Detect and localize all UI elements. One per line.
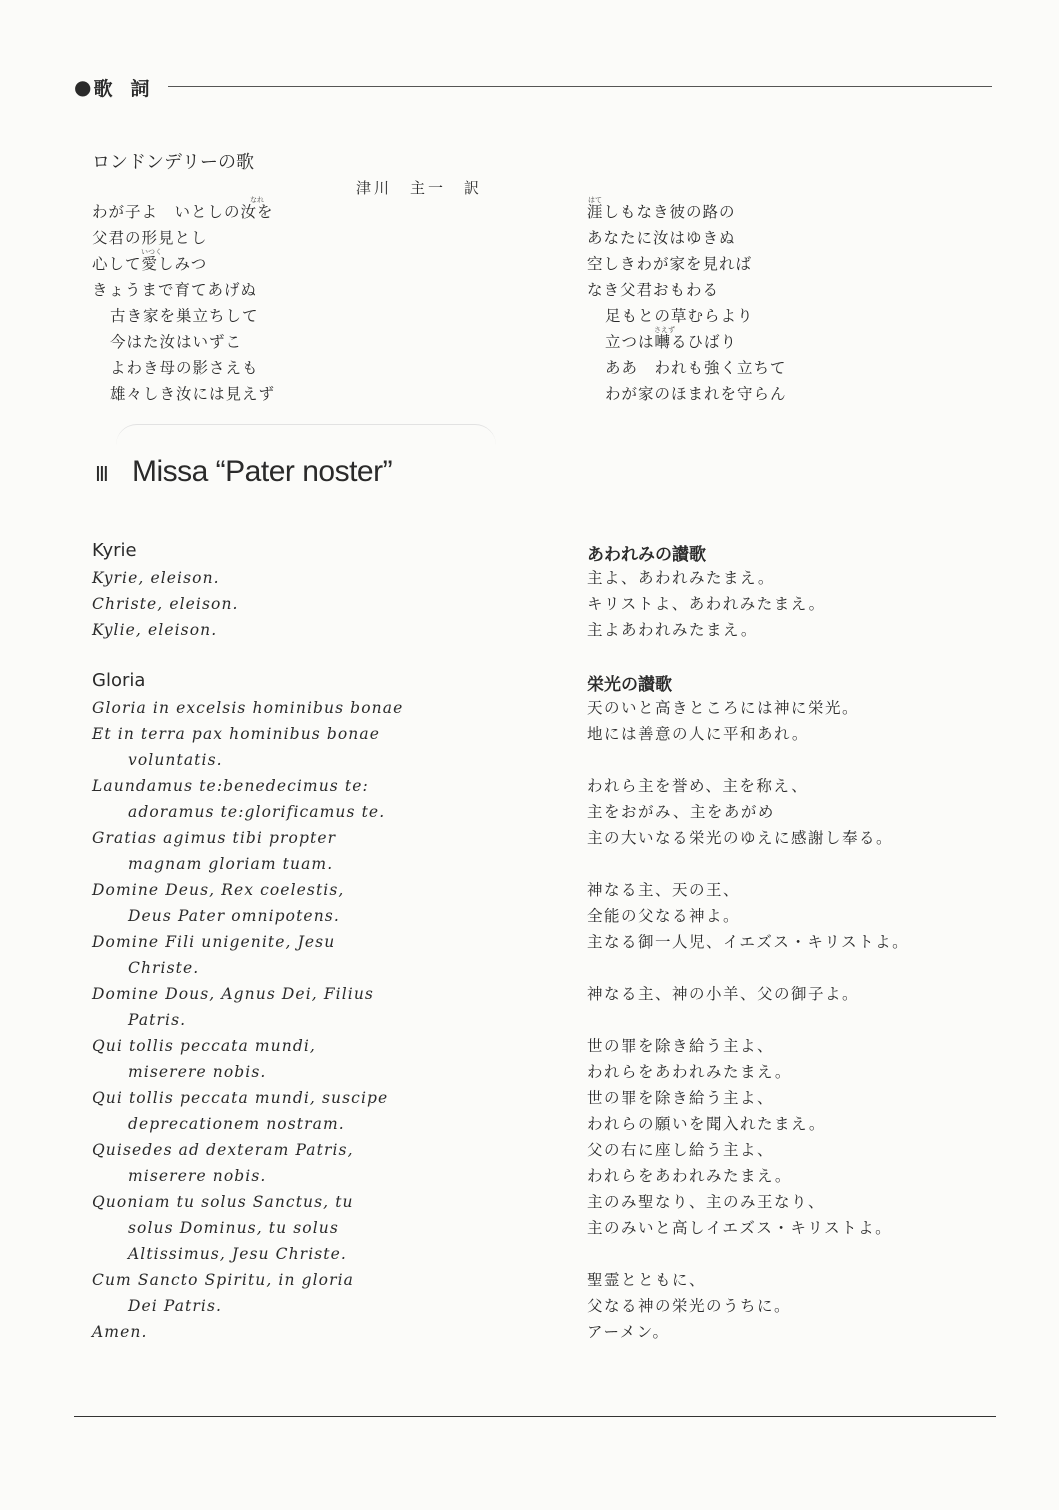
latin-line: Gratias agimus tibi propter xyxy=(92,829,337,847)
latin-line: miserere nobis. xyxy=(128,1063,267,1081)
japanese-line: 主のみいと高しイエズス・キリストよ。 xyxy=(587,1219,893,1237)
latin-line: Cum Sancto Spiritu, in gloria xyxy=(92,1271,354,1289)
latin-line: adoramus te:glorificamus te. xyxy=(128,803,386,821)
header-title: 歌詞 xyxy=(93,77,168,100)
japanese-line xyxy=(587,955,909,981)
latin-line: Laundamus te:benedecimus te: xyxy=(92,777,369,795)
song-right-column xyxy=(587,199,787,407)
japanese-line: アーメン。 xyxy=(587,1323,670,1341)
bullet-icon: ● xyxy=(74,75,92,99)
gloria-latin-text xyxy=(92,695,403,1345)
latin-line: magnam gloriam tuam. xyxy=(128,855,334,873)
gloria-latin-heading: Gloria xyxy=(92,670,146,691)
lyric-line: 立つは囀るひばり xyxy=(605,333,738,351)
lyric-line: よわき母の影さえも xyxy=(110,359,259,377)
latin-line: miserere nobis. xyxy=(128,1167,267,1185)
kyrie-latin-text xyxy=(92,565,239,643)
section-number: Ⅲ xyxy=(95,462,107,486)
japanese-line: 主よあわれみたまえ。 xyxy=(587,621,758,639)
lyric-line: 足もとの草むらより xyxy=(605,307,754,325)
latin-line: voluntatis. xyxy=(128,751,223,769)
latin-line: Quisedes ad dexteram Patris, xyxy=(92,1141,354,1159)
japanese-line: 主のみ聖なり、主のみ王なり、 xyxy=(587,1193,826,1211)
song-credit: 津川 主一 訳 xyxy=(356,179,483,197)
header-rule xyxy=(168,86,992,87)
japanese-line: われらをあわれみたまえ。 xyxy=(587,1167,792,1185)
latin-line: Domine Deus, Rex coelestis, xyxy=(92,881,345,899)
japanese-line: 主よ、あわれみたまえ。 xyxy=(587,569,775,587)
latin-line: Dei Patris. xyxy=(128,1297,223,1315)
lyric-line: きょうまで育てあげぬ xyxy=(92,281,258,299)
japanese-line: われらの願いを聞入れたまえ。 xyxy=(587,1115,826,1133)
kyrie-latin-heading: Kyrie xyxy=(92,540,137,561)
japanese-line: 父なる神の栄光のうちに。 xyxy=(587,1297,792,1315)
latin-line: solus Dominus, tu solus xyxy=(128,1219,339,1237)
japanese-line xyxy=(587,1241,909,1267)
latin-line: Patris. xyxy=(128,1011,187,1029)
latin-line: Kylie, eleison. xyxy=(92,621,218,639)
song-title: ロンドンデリーの歌 xyxy=(92,152,254,173)
latin-line: Deus Pater omnipotens. xyxy=(128,907,340,925)
gloria-japanese-heading: 栄光の讃歌 xyxy=(587,675,672,695)
japanese-line: われら主を誉め、主を称え、 xyxy=(587,777,809,795)
japanese-line: 聖霊とともに、 xyxy=(587,1271,707,1289)
latin-line: Qui tollis peccata mundi, xyxy=(92,1037,316,1055)
lyric-line: あなたに汝はゆきぬ xyxy=(587,229,736,247)
lyric-line: ああ われも強く立ちて xyxy=(605,359,787,377)
japanese-line: 主をおがみ、主をあがめ xyxy=(587,803,775,821)
latin-line: Domine Fili unigenite, Jesu xyxy=(92,933,336,951)
kyrie-japanese-heading: あわれみの讃歌 xyxy=(587,545,706,565)
japanese-line: 世の罪を除き給う主よ、 xyxy=(587,1037,775,1055)
japanese-line: われらをあわれみたまえ。 xyxy=(587,1063,792,1081)
latin-line: Domine Dous, Agnus Dei, Filius xyxy=(92,985,374,1003)
footer-rule xyxy=(74,1416,996,1417)
gloria-japanese-text xyxy=(587,695,909,1345)
latin-line: Altissimus, Jesu Christe. xyxy=(128,1245,347,1263)
latin-line: Christe. xyxy=(128,959,200,977)
japanese-line: 天のいと高きところには神に栄光。 xyxy=(587,699,860,717)
latin-line: Et in terra pax hominibus bonae xyxy=(92,725,381,743)
song-left-column xyxy=(92,199,275,407)
latin-line: deprecationem nostram. xyxy=(128,1115,345,1133)
japanese-line: 神なる主、天の王、 xyxy=(587,881,741,899)
latin-line: Qui tollis peccata mundi, suscipe xyxy=(92,1089,389,1107)
japanese-line xyxy=(587,851,909,877)
section-header xyxy=(74,74,167,100)
lyric-line: わが家のほまれを守らん xyxy=(605,385,787,403)
lyric-line: 心して愛しみつ xyxy=(92,255,208,273)
lyric-line: 父君の形見とし xyxy=(92,229,208,247)
japanese-line xyxy=(587,1007,909,1033)
lyric-line: 涯しもなき彼の路の xyxy=(587,203,736,221)
japanese-line: 世の罪を除き給う主よ、 xyxy=(587,1089,775,1107)
lyric-line: なき父君おもわる xyxy=(587,281,720,299)
ruby-itsuku: いつく xyxy=(141,248,162,256)
decorative-divider xyxy=(116,424,496,445)
lyric-line: わが子よ いとしの汝を xyxy=(92,203,274,221)
ruby-nare: なれ xyxy=(250,196,264,204)
japanese-line: キリストよ、あわれみたまえ。 xyxy=(587,595,826,613)
ruby-saezu: さえず xyxy=(654,326,675,334)
japanese-line: 地には善意の人に平和あれ。 xyxy=(587,725,809,743)
kyrie-japanese-text xyxy=(587,565,826,643)
ruby-hate: はて xyxy=(588,196,602,204)
latin-line: Gloria in excelsis hominibus bonae xyxy=(92,699,404,717)
japanese-line: 全能の父なる神よ。 xyxy=(587,907,741,925)
latin-line: Kyrie, eleison. xyxy=(92,569,220,587)
latin-line: Amen. xyxy=(92,1323,148,1341)
japanese-line: 神なる主、神の小羊、父の御子よ。 xyxy=(587,985,860,1003)
japanese-line: 主なる御一人児、イエズス・キリストよ。 xyxy=(587,933,910,951)
japanese-line: 主の大いなる栄光のゆえに感謝し奉る。 xyxy=(587,829,894,847)
lyric-line: 今はた汝はいずこ xyxy=(110,333,243,351)
lyric-line: 雄々しき汝には見えず xyxy=(110,385,276,403)
latin-line: Quoniam tu solus Sanctus, tu xyxy=(92,1193,354,1211)
lyric-line: 空しきわが家を見れば xyxy=(587,255,753,273)
japanese-line xyxy=(587,747,909,773)
latin-line: Christe, eleison. xyxy=(92,595,239,613)
lyric-line: 古き家を巣立ちして xyxy=(110,307,259,325)
section-title: Missa “Pater noster” xyxy=(132,455,393,488)
japanese-line: 父の右に座し給う主よ、 xyxy=(587,1141,775,1159)
